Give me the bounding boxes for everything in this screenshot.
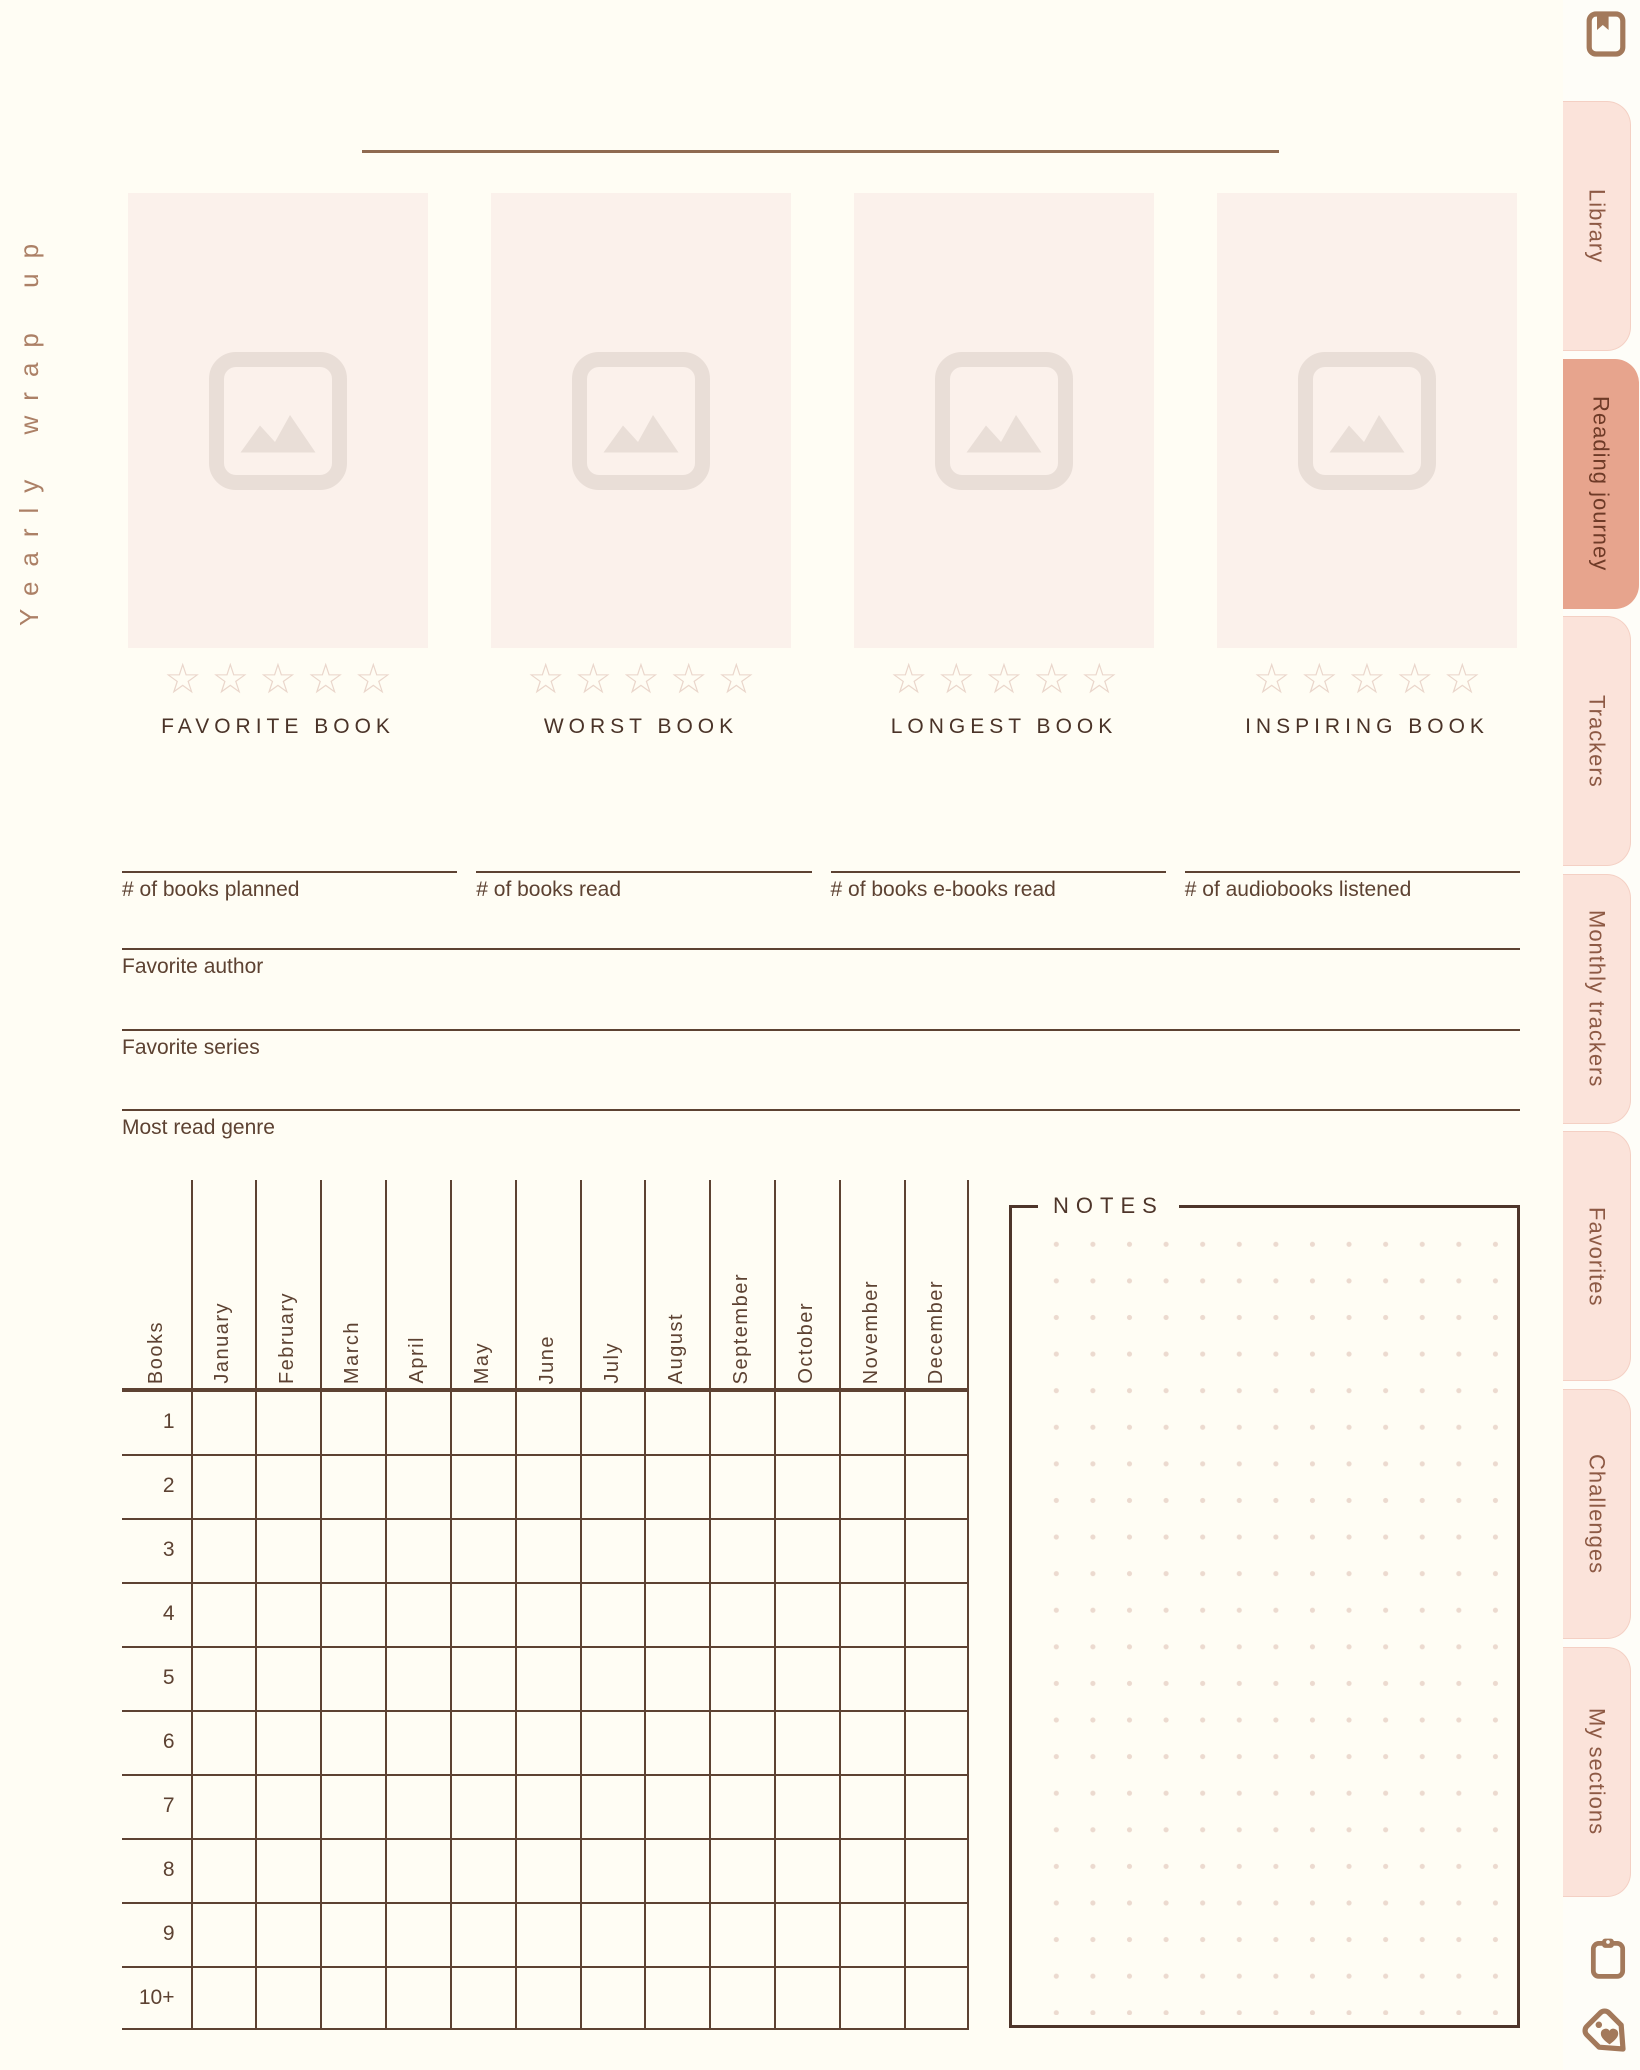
- nav-tab-monthly-trackers[interactable]: [1563, 874, 1631, 1124]
- book-cover-placeholder[interactable]: [491, 193, 791, 648]
- month-header: [709, 1180, 774, 1384]
- page-title: Yearly wrap up: [14, 228, 44, 626]
- row-label: 7: [162, 1794, 175, 1817]
- month-header: [839, 1180, 904, 1384]
- nav-tab-label: Trackers: [1584, 694, 1610, 788]
- image-placeholder-icon: [929, 346, 1079, 496]
- table-corner-label: [122, 1180, 191, 1384]
- month-header: [385, 1180, 450, 1384]
- month-header-text: February: [276, 1291, 299, 1384]
- row-label: 5: [162, 1666, 175, 1689]
- grid-hline: [122, 1838, 969, 1840]
- text-input-field[interactable]: [122, 1109, 1520, 1140]
- star-rating[interactable]: ☆☆☆☆☆: [1252, 654, 1492, 703]
- stat-input-field[interactable]: [122, 871, 457, 902]
- table-header-line: [122, 1388, 969, 1392]
- book-card-label: LONGEST BOOK: [890, 715, 1118, 738]
- book-cover-placeholder[interactable]: [1217, 193, 1517, 648]
- stat-field-label: # of books planned: [122, 878, 300, 901]
- month-header: [255, 1180, 320, 1384]
- grid-hline: [122, 1710, 969, 1712]
- grid-hline: [122, 1518, 969, 1520]
- stat-field-label: # of books e-books read: [830, 878, 1056, 901]
- nav-tab-label: Monthly trackers: [1584, 910, 1610, 1088]
- table-corner-text: Books: [144, 1320, 167, 1384]
- image-placeholder-icon: [1292, 346, 1442, 496]
- book-card: [491, 193, 791, 739]
- month-header-text: April: [405, 1336, 428, 1384]
- row-label: 4: [162, 1602, 175, 1625]
- book-cover-placeholder[interactable]: [854, 193, 1154, 648]
- month-header-text: October: [795, 1302, 818, 1384]
- month-header-text: July: [600, 1342, 623, 1384]
- grid-hline: [122, 1966, 969, 1968]
- book-cover-placeholder[interactable]: [128, 193, 428, 648]
- grid-hline: [122, 2028, 969, 2030]
- image-placeholder-icon: [566, 346, 716, 496]
- grid-hline: [122, 1902, 969, 1904]
- book-card: [128, 193, 428, 739]
- month-header-text: May: [470, 1341, 493, 1384]
- row-label: 10+: [138, 1986, 175, 2009]
- right-rail: [1563, 0, 1640, 2070]
- grid-hline: [122, 1646, 969, 1648]
- text-field-label: Most read genre: [122, 1116, 275, 1139]
- star-rating[interactable]: ☆☆☆☆☆: [526, 654, 766, 703]
- month-header: [320, 1180, 385, 1384]
- month-header-text: November: [859, 1279, 882, 1384]
- top-divider: [362, 150, 1279, 153]
- nav-tab-label: My sections: [1584, 1708, 1610, 1836]
- nav-tab-label: Favorites: [1584, 1206, 1610, 1307]
- clipboard-icon[interactable]: [1586, 1933, 1630, 1985]
- nav-tab-favorites[interactable]: [1563, 1131, 1631, 1381]
- nav-tab-trackers[interactable]: [1563, 616, 1631, 866]
- bookmark-icon[interactable]: [1582, 8, 1630, 60]
- stat-field-label: # of books read: [476, 878, 622, 901]
- month-header: [191, 1180, 256, 1384]
- month-header: [644, 1180, 709, 1384]
- stat-field-label: # of audiobooks listened: [1184, 878, 1412, 901]
- notes-box[interactable]: [1009, 1193, 1520, 2028]
- book-card-label: INSPIRING BOOK: [1245, 715, 1489, 738]
- month-header-text: January: [211, 1302, 234, 1384]
- text-field-label: Favorite author: [122, 955, 264, 978]
- book-card: [1217, 193, 1517, 739]
- nav-tab-reading-journey[interactable]: [1563, 359, 1639, 609]
- row-label: 6: [162, 1730, 175, 1753]
- image-placeholder-icon: [203, 346, 353, 496]
- tag-heart-icon[interactable]: [1582, 2006, 1634, 2062]
- row-label: 8: [162, 1858, 175, 1881]
- stat-input-field[interactable]: [831, 871, 1166, 902]
- books-per-month-table: [122, 1180, 969, 2030]
- month-header: [774, 1180, 839, 1384]
- month-header-text: March: [341, 1320, 364, 1384]
- text-input-field[interactable]: [122, 1029, 1520, 1060]
- nav-tab-challenges[interactable]: [1563, 1389, 1631, 1639]
- grid-hline: [122, 1774, 969, 1776]
- month-header-text: September: [730, 1272, 753, 1384]
- notes-title: NOTES: [1038, 1193, 1179, 1219]
- stat-input-field[interactable]: [476, 871, 811, 902]
- book-card-label: WORST BOOK: [543, 715, 739, 738]
- stat-fields-row: [122, 871, 1520, 902]
- text-field-label: Favorite series: [122, 1036, 260, 1059]
- book-card: [854, 193, 1154, 739]
- book-card-label: FAVORITE BOOK: [161, 715, 395, 738]
- book-highlight-cards: [128, 193, 1520, 739]
- month-header-text: December: [924, 1279, 947, 1384]
- grid-hline: [122, 1454, 969, 1456]
- month-header: [580, 1180, 645, 1384]
- stat-input-field[interactable]: [1185, 871, 1520, 902]
- star-rating[interactable]: ☆☆☆☆☆: [163, 654, 403, 703]
- nav-tab-my-sections[interactable]: [1563, 1647, 1631, 1897]
- grid-hline: [122, 1582, 969, 1584]
- nav-tab-label: Library: [1584, 188, 1610, 264]
- month-header: [515, 1180, 580, 1384]
- month-header-text: August: [665, 1312, 688, 1384]
- row-label: 3: [162, 1538, 175, 1561]
- star-rating[interactable]: ☆☆☆☆☆: [889, 654, 1129, 703]
- row-label: 2: [162, 1474, 175, 1497]
- dot-grid: [1028, 1220, 1507, 2015]
- row-label: 9: [162, 1922, 175, 1945]
- row-label: 1: [162, 1410, 175, 1433]
- nav-tab-library[interactable]: [1563, 101, 1631, 351]
- text-input-field[interactable]: [122, 948, 1520, 979]
- month-header-text: June: [535, 1334, 558, 1384]
- month-header: [450, 1180, 515, 1384]
- nav-tab-label: Reading journey: [1588, 395, 1614, 572]
- nav-tab-label: Challenges: [1584, 1453, 1610, 1575]
- month-header: [904, 1180, 969, 1384]
